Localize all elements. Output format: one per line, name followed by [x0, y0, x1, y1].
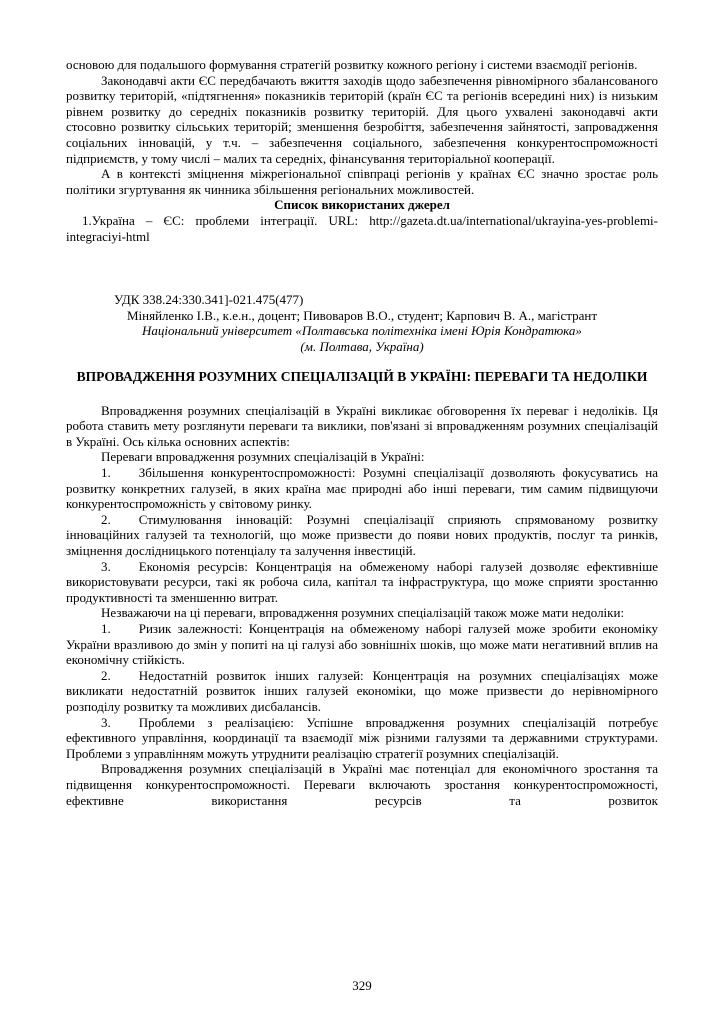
disadvantage-item — [66, 715, 658, 762]
item-text: Збільшення конкурентоспроможності: Розумні спеціалізації дозволяють фокусуватись на розвитку конкретних галузей, в яких країна має природні або інші переваги, тим самим підвищуючи конкурентоспроможність у світовому ринку. — [66, 465, 658, 512]
item-text: Економія ресурсів: Концентрація на обмеженому наборі галузей дозволяє ефективніше використовувати ресурси, такі як робоча сила, капітал та інфраструктура, що може сприяти зростанню продуктивності та зменшенню витрат. — [66, 558, 658, 605]
item-number: 2. — [101, 511, 111, 527]
udc-number: УДК 338.24:330.341]-021.475(477) — [114, 292, 304, 308]
item-text: Стимулювання інновацій: Розумні спеціалізації сприяють спрямованому розвитку інноваційних галузей та технологій, що може призвести до появи нових продуктів, послуг та ринків, зміцнення дослідницького потенціалу та залучення інвестицій. — [66, 511, 658, 559]
paragraph: А в контексті зміцнення міжрегіональної співпраці регіонів у країнах ЄС значно зростає роль політики згуртування як чинника збільшення регіональних можливостей. — [66, 166, 658, 197]
advantage-item — [66, 465, 658, 512]
disadvantages-intro: Незважаючи на ці переваги, впровадження розумних спеціалізацій також може мати недоліки: — [101, 605, 625, 621]
item-number: 3. — [101, 558, 111, 574]
paragraph-continuation: основою для подальшого формування стратегій розвитку кожного регіону і системи взаємодії регіонів. — [66, 57, 638, 72]
item-text: Проблеми з реалізацією: Успішне впровадження розумних спеціалізацій потребує ефективного управління, координації та взаємодії між різними галузями та державними структурами. Проблеми з управлінням можуть утруднити реалізацію стратегії розумних спеціалізацій. — [66, 714, 658, 761]
paragraph: Законодавчі акти ЄС передбачають вжиття заходів щодо забезпечення рівномірного збалансованого розвитку територій, «підтягнення» показників територій (країн ЄС та регіонів всередині них) із низьким рівнем розвитку до середніх показників розвитку територій. Для цього ухвалені законодавчі акти стосовно розвитку сільських територій; зменшення безробіття, забезпечення зайнятості, запровадження соціальних інновацій, у т.ч. – забезпечення соціального, забезпечення конкурентоспроможності підприємств, у тому числі – малих та середніх, фінансування територіальної кооперації. — [66, 72, 658, 166]
advantage-item — [66, 559, 658, 606]
item-text: Ризик залежності: Концентрація на обмеженому наборі галузей може зробити економіку України вразливою до змін у попиті на ці галузі або зовнішніх шоків, що може мати негативний вплив на економічну стійкість. — [66, 621, 658, 668]
advantage-item — [66, 512, 658, 559]
intro-paragraph: Впровадження розумних спеціалізацій в Україні викликає обговорення їх переваг і недоліків. Ця робота ставить мету розглянути переваги та виклики, пов'язані зі впровадженням розумних спеціалізацій в Україні. Ось кілька основних аспектів: — [66, 402, 658, 449]
page-number: 329 — [352, 978, 372, 994]
disadvantage-item — [66, 668, 658, 715]
item-number: 3. — [101, 714, 111, 730]
affiliation-location: (м. Полтава, Україна) — [300, 338, 424, 354]
references-heading: Список використаних джерел — [274, 197, 450, 213]
item-text: Недостатній розвиток інших галузей: Концентрація на розумних спеціалізаціях може викликати недостатній розвиток інших галузей економіки, що може призвести до нерівномірного розподілу розвитку та можливих дисбалансів. — [66, 667, 658, 714]
closing-paragraph: Впровадження розумних спеціалізацій в Україні має потенціал для економічного зростання та підвищення конкурентоспроможності. Переваги включають зростання конкурентоспроможності, ефективне використання ресурсів та розвиток — [66, 761, 658, 808]
reference-entry: 1.Україна – ЄС: проблеми інтеграції. URL: http://gazeta.dt.ua/international/ukrayina-yes-problemi-integraciyi-html — [66, 212, 658, 244]
affiliation: Національний університет «Полтавська політехніка імені Юрія Кондратюка» — [142, 323, 582, 339]
authors-line: Міняйленко І.В., к.е.н., доцент; Пивоваров В.О., студент; Карпович В. А., магістрант — [126, 307, 598, 323]
item-number: 1. — [101, 621, 111, 636]
item-number: 1. — [101, 465, 111, 481]
article-title: ВПРОВАДЖЕННЯ РОЗУМНИХ СПЕЦІАЛІЗАЦІЙ В УКРАЇНІ: ПЕРЕВАГИ ТА НЕДОЛІКИ — [76, 368, 648, 384]
item-number: 2. — [101, 667, 111, 683]
advantages-heading: Переваги впровадження розумних спеціалізацій в Україні: — [101, 449, 425, 465]
disadvantage-item — [66, 621, 658, 668]
